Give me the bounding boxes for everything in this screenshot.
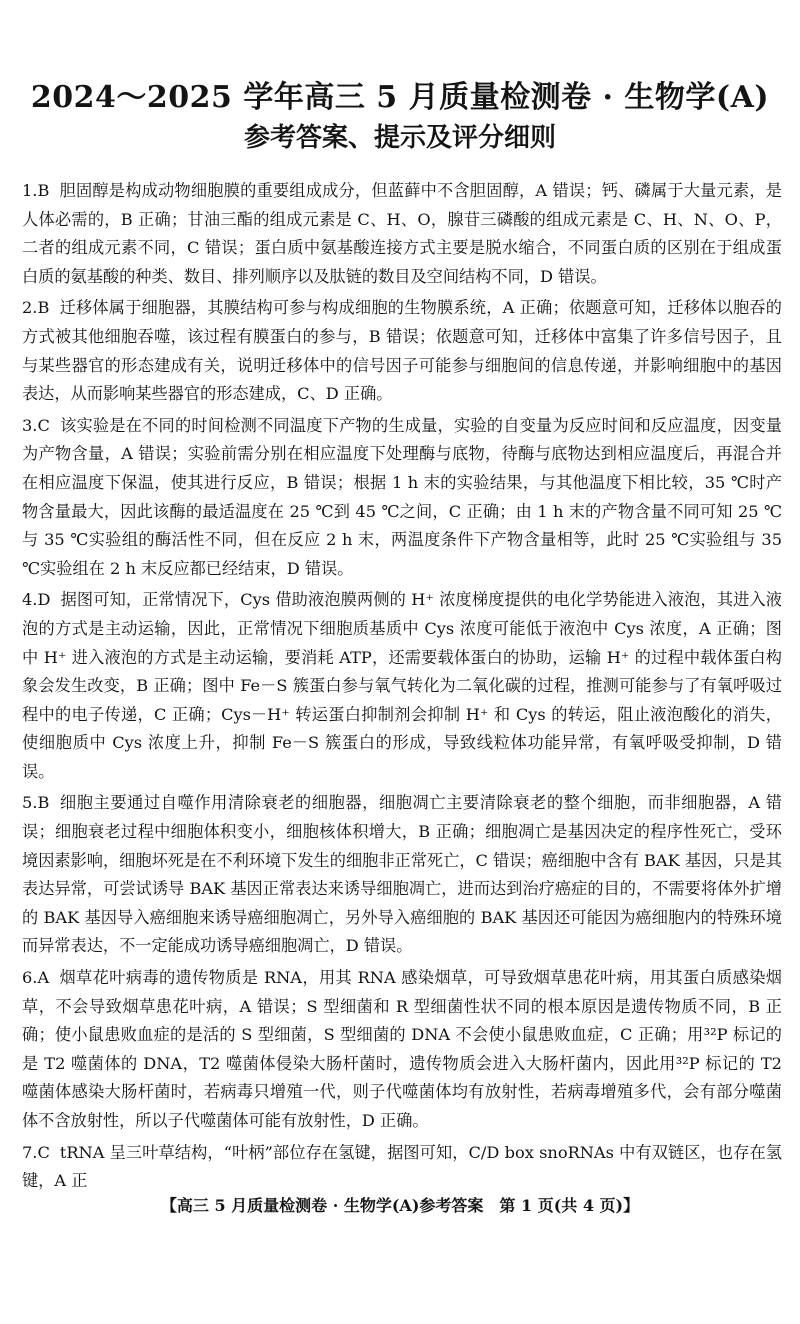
answer-key: B bbox=[37, 298, 50, 318]
question-number: 2. bbox=[22, 298, 38, 318]
answer-item-5 bbox=[22, 789, 782, 961]
answer-key: B bbox=[37, 181, 50, 200]
answer-explanation: 细胞主要通过自噬作用清除衰老的细胞器，细胞凋亡主要清除衰老的整个细胞，而非细胞器，A 错误；细胞衰老过程中细胞体积变小，细胞核体积增大，B 正确；细胞凋亡是基因决定的程序性死亡，受环境因素影响，细胞坏死是在不利环境下发生的细胞非正常死亡，C 错误；癌细胞中含有 BAK 基因，只是其表达异常，可尝试诱导 BAK 基因正常表达来诱导细胞凋亡，进而达到治疗癌症的目的，不需要将体外扩增的 BAK 基因导入癌细胞来诱导癌细胞凋亡，另外导入癌细胞的 BAK 基因还可能因为癌细胞内的特殊环境而异常表达，不一定能成功诱导癌细胞凋亡，D 错误。 bbox=[22, 793, 782, 956]
answer-key: C bbox=[37, 415, 50, 435]
question-number: 1. bbox=[22, 181, 38, 200]
answer-item-4 bbox=[22, 586, 782, 786]
question-number: 3. bbox=[22, 415, 38, 435]
answer-explanation: 该实验是在不同的时间检测不同温度下产物的生成量，实验的自变量为反应时间和反应温度，因变量为产物含量，A 错误；实验前需分别在相应温度下处理酶与底物，待酶与底物达到相应温度后，再混合并在相应温度下保温，使其进行反应，B 错误；根据 1 h 末的实验结果，与其他温度下相比较，35 ℃时产物含量最大，因此该酶的最适温度在 25 ℃到 45 ℃之间，C 正确；由 1 h 末的产物含量不同可知 25 ℃与 35 ℃实验组的酶活性不同，但在反应 2 h 末，两温度条件下产物含量相等，此时 25 ℃实验组与 35 ℃实验组在 2 h 末反应都已经结束，D 错误。 bbox=[22, 415, 782, 578]
answer-explanation: 据图可知，正常情况下，Cys 借助液泡膜两侧的 H⁺ 浓度梯度提供的电化学势能进入液泡，其进入液泡的方式是主动运输，因此，正常情况下细胞质基质中 Cys 浓度可能低于液泡中 Cys 浓度，A 正确；图中 H⁺ 进入液泡的方式是主动运输，要消耗 ATP，还需要载体蛋白的协助，运输 H⁺ 的过程中载体蛋白构象会发生改变，B 正确；图中 Fe－S 簇蛋白参与氧气转化为二氧化碳的过程，推测可能参与了有氧呼吸过程中的电子传递，C 正确；Cys－H⁺ 转运蛋白抑制剂会抑制 H⁺ 和 Cys 的转运，阻止液泡酸化的消失，使细胞质中 Cys 浓度上升，抑制 Fe－S 簇蛋白的形成，导致线粒体功能异常，有氧呼吸受抑制，D 错误。 bbox=[22, 590, 782, 781]
answer-key: B bbox=[37, 793, 50, 813]
answer-explanation: tRNA 呈三叶草结构，“叶柄”部位存在氢键，据图可知，C/D box snoRNAs 中有双链区，也存在氢键，A 正 bbox=[22, 1142, 782, 1191]
answer-explanation: 胆固醇是构成动物细胞膜的重要组成成分，但蓝藓中不含胆固醇，A 错误；钙、磷属于大量元素，是人体必需的，B 正确；甘油三酯的组成元素是 C、H、O，腺苷三磷酸的组成元素是 C、H、N、O、P，二者的组成元素不同，C 错误；蛋白质中氨基酸连接方式主要是脱水缩合，不同蛋白质的区别在于组成蛋白质的氨基酸的种类、数目、排列顺序以及肽链的数目及空间结构不同，D 错误。 bbox=[22, 181, 782, 286]
answer-explanation: 烟草花叶病毒的遗传物质是 RNA，用其 RNA 感染烟草，可导致烟草患花叶病，用其蛋白质感染烟草，不会导致烟草患花叶病，A 错误；S 型细菌和 R 型细菌性状不同的根本原因是遗传物质不同，B 正确；使小鼠患败血症的是活的 S 型细菌，S 型细菌的 DNA 不会使小鼠患败血症，C 正确；用³²P 标记的是 T2 噬菌体的 DNA，T2 噬菌体侵染大肠杆菌时，遗传物质会进入大肠杆菌内，因此用³²P 标记的 T2 噬菌体感染大肠杆菌时，若病毒只增殖一代，则子代噬菌体均有放射性，若病毒增殖多代，会有部分噬菌体不含放射性，所以子代噬菌体可能有放射性，D 正确。 bbox=[22, 968, 782, 1130]
document-title: 2024～2025 学年高三 5 月质量检测卷 · 生物学(A) bbox=[30, 80, 770, 115]
answer-item-3 bbox=[22, 412, 782, 584]
answer-list bbox=[22, 177, 782, 1199]
answer-item-2 bbox=[22, 294, 782, 408]
question-number: 4. bbox=[22, 590, 38, 610]
answer-key: C bbox=[37, 1142, 50, 1162]
answer-key: A bbox=[37, 968, 50, 988]
question-number: 7. bbox=[22, 1142, 38, 1162]
answer-explanation: 迁移体属于细胞器，其膜结构可参与构成细胞的生物膜系统，A 正确；依题意可知，迁移体以胞吞的方式被其他细胞吞噬，该过程有膜蛋白的参与，B 错误；依题意可知，迁移体中富集了许多信号因子，且与某些器官的形态建成有关，说明迁移体中的信号因子可能参与细胞间的信息传递，并影响细胞中的基因表达，从而影响某些器官的形态建成，C、D 正确。 bbox=[22, 298, 782, 404]
question-number: 5. bbox=[22, 793, 38, 813]
answer-item-6 bbox=[22, 964, 782, 1136]
document-subtitle: 参考答案、提示及评分细则 bbox=[243, 123, 556, 153]
page-footer: 【高三 5 月质量检测卷 · 生物学(A)参考答案 第 1 页(共 4 页)】 bbox=[160, 1196, 640, 1215]
answer-key: D bbox=[37, 590, 51, 610]
answer-item-7 bbox=[22, 1139, 782, 1196]
answer-item-1 bbox=[22, 177, 782, 291]
question-number: 6. bbox=[22, 968, 38, 988]
